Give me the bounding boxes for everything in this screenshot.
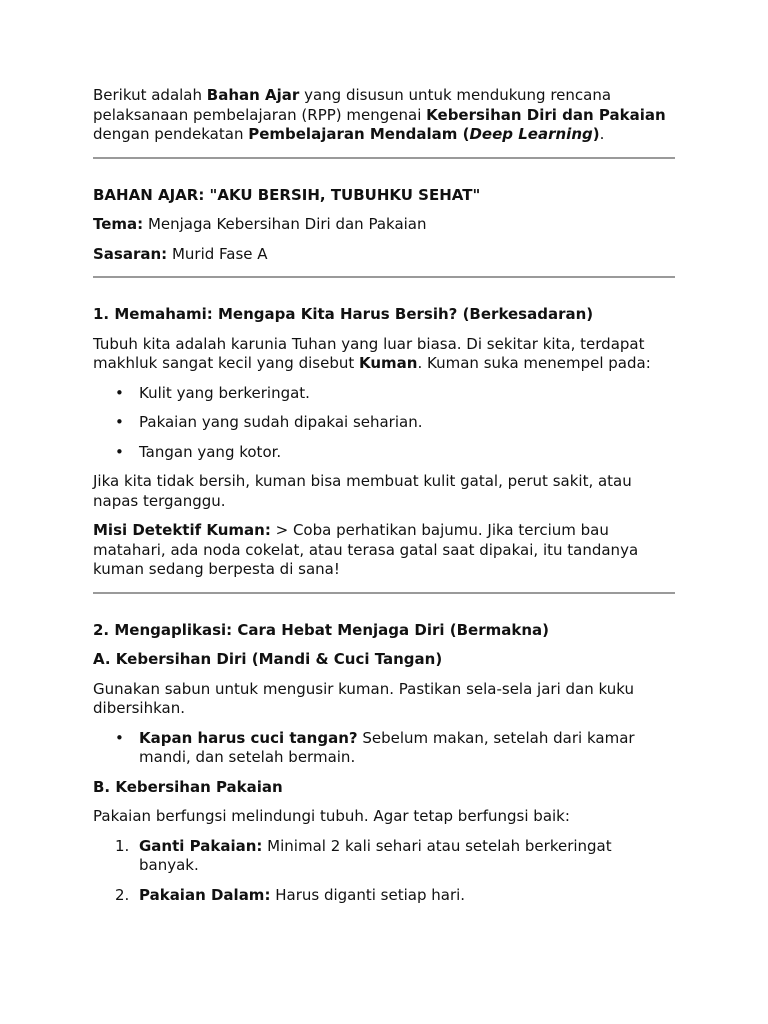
list-item [93,886,675,906]
divider [93,157,675,159]
section1-paragraph [93,335,675,374]
subsection-b-numbered-list [93,837,675,906]
list-item [93,443,675,463]
document-title-text: BAHAN AJAR: "AKU BERSIH, TUBUHKU SEHAT" [93,185,481,204]
bullet-icon: • [115,383,124,402]
document-title [93,186,675,206]
list-item-text: Minimal 2 kali sehari atau setelah berkeringat banyak. [139,836,612,874]
list-item-label: Ganti Pakaian: [139,836,263,855]
list-item-label: Kapan harus cuci tangan? [139,728,358,747]
misi-detektif-paragraph [93,521,675,580]
intro-bold-approach [248,125,599,143]
section1-bold-kuman: Kuman [359,354,418,372]
section2-heading-text: 2. Mengaplikasi: Cara Hebat Menjaga Diri (Bermakna) [93,620,549,639]
list-item-label: Pakaian Dalam: [139,885,271,904]
intro-text: yang disusun untuk mendukung rencana pelaksanaan pembelajaran (RPP) mengenai [93,86,612,124]
list-number: 1. [115,836,130,855]
tema-line [93,215,675,235]
list-number: 2. [115,885,130,904]
section1-text: . Kuman suka menempel pada: [417,354,651,372]
tema-label: Tema: [93,215,144,233]
subsection-b-heading [93,778,675,798]
intro-text: dengan pendekatan [93,125,249,143]
bullet-icon: • [115,413,124,431]
tema-value: Menjaga Kebersihan Diri dan Pakaian [143,215,427,233]
intro-text: Berikut adalah [93,86,207,104]
list-item [93,384,675,404]
misi-text: > Coba perhatikan bajumu. Jika tercium bau matahari, ada noda cokelat, atau terasa gatal saat dipakai, itu tandanya kuman sedang berpesta di sana! [93,521,639,578]
section1-paragraph-2: Jika kita tidak bersih, kuman bisa membuat kulit gatal, perut sakit, atau napas terganggu. [93,472,632,510]
list-item [93,729,675,768]
intro-bold-italic-deep-learning: Deep Learning [469,125,593,143]
divider [93,592,675,594]
list-item [93,413,675,433]
list-item-text: Pakaian yang sudah dipakai seharian. [139,413,423,431]
subsection-a-heading [93,650,675,670]
intro-bold-bahan-ajar: Bahan Ajar [206,86,300,104]
intro-paragraph [93,86,675,145]
sasaran-line [93,245,675,265]
list-item-text: Kulit yang berkeringat. [139,383,310,402]
list-item [93,837,675,876]
intro-bold-approach-text: Pembelajaran Mendalam ( [248,125,470,143]
bullet-icon: • [115,728,124,747]
sasaran-value: Murid Fase A [167,244,268,263]
misi-label: Misi Detektif Kuman: [93,521,271,539]
list-item-text: Harus diganti setiap hari. [270,885,466,904]
subsection-a-paragraph: Gunakan sabun untuk mengusir kuman. Pastikan sela-sela jari dan kuku dibersihkan. [93,679,634,717]
subsection-b-paragraph: Pakaian berfungsi melindungi tubuh. Agar tetap berfungsi baik: [93,807,570,825]
divider [93,276,675,278]
section1-bullet-list [93,384,675,463]
section1-heading [93,305,675,325]
intro-bold-topic: Kebersihan Diri dan Pakaian [426,105,666,124]
intro-text: . [599,125,605,143]
subsection-a-bullet-list [93,729,675,768]
intro-bold-approach-close: ) [592,125,600,143]
subsection-b-heading-text: B. Kebersihan Pakaian [93,777,283,796]
bullet-icon: • [115,442,124,461]
section1-heading-text: 1. Memahami: Mengapa Kita Harus Bersih? (Berkesadaran) [93,305,594,323]
section1-text: Tubuh kita adalah karunia Tuhan yang luar biasa. Di sekitar kita, terdapat makhluk sangat kecil yang disebut [93,334,645,372]
subsection-a-heading-text: A. Kebersihan Diri (Mandi & Cuci Tangan) [93,650,443,668]
list-item-text: Sebelum makan, setelah dari kamar mandi, dan setelah bermain. [139,728,635,766]
section2-heading [93,621,675,641]
sasaran-label: Sasaran: [93,244,168,263]
document-content [93,86,675,905]
list-item-text: Tangan yang kotor. [139,442,282,461]
